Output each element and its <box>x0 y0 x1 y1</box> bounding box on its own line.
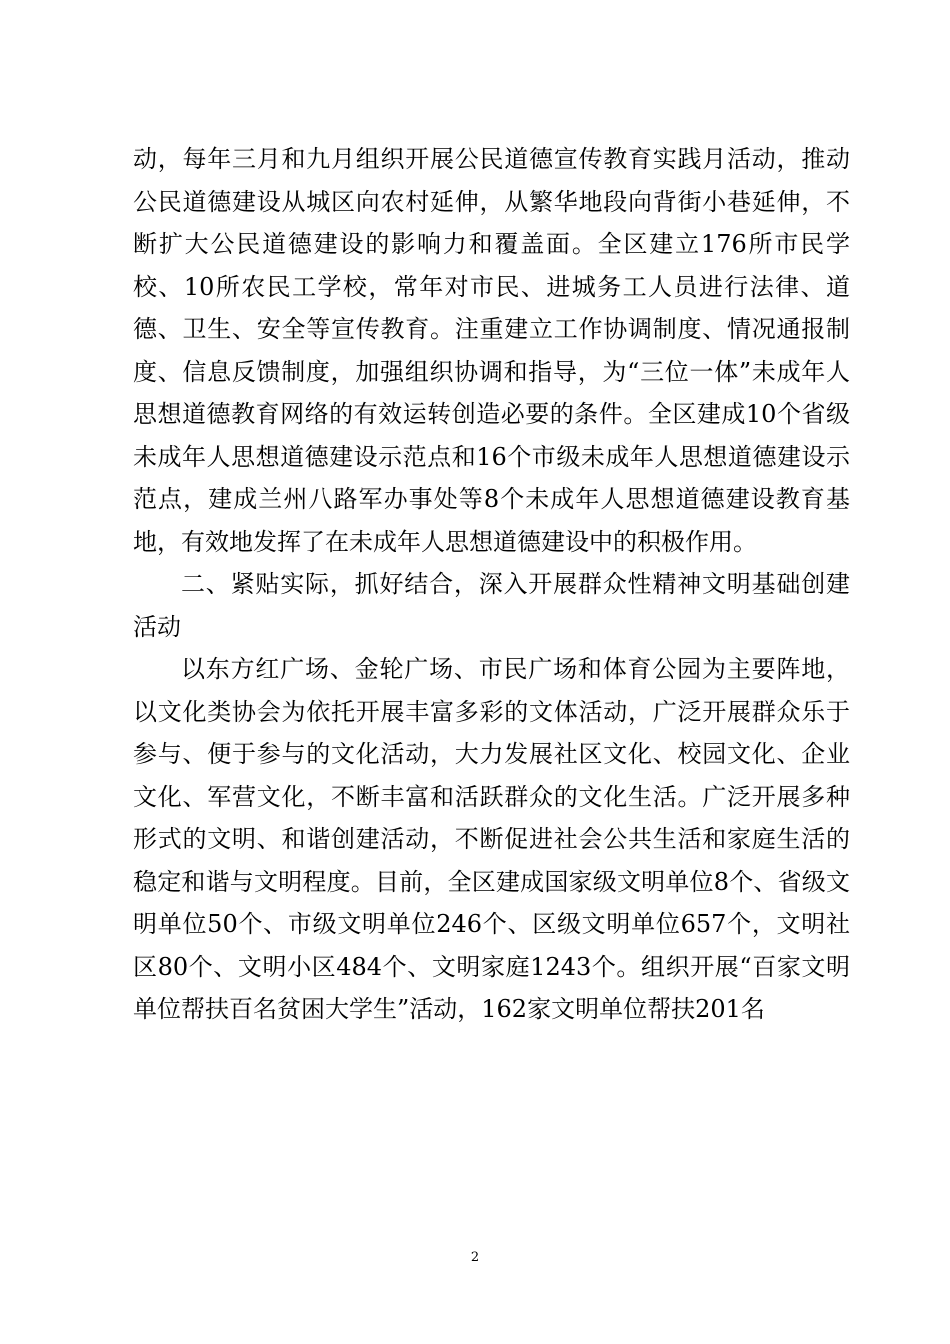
paragraph-continuation: 动，每年三月和九月组织开展公民道德宣传教育实践月活动，推动公民道德建设从城区向农村延伸，从繁华地段向背街小巷延伸，不断扩大公民道德建设的影响力和覆盖面。全区建立176所市民学校、10所农民工学校，常年对市民、进城务工人员进行法律、道德、卫生、安全等宣传教育。注重建立工作协调制度、情况通报制度、信息反馈制度，加强组织协调和指导，为“三位一体”未成年人思想道德教育网络的有效运转创造必要的条件。全区建成10个省级未成年人思想道德建设示范点和16个市级未成年人思想道德建设示范点，建成兰州八路军办事处等8个未成年人思想道德建设教育基地，有效地发挥了在未成年人思想道德建设中的积极作用。 <box>133 145 850 556</box>
body-text <box>133 138 850 1031</box>
page-number: 2 <box>470 1250 480 1265</box>
section-heading: 二、紧贴实际，抓好结合，深入开展群众性精神文明基础创建活动 <box>133 570 850 641</box>
paragraph-body: 以东方红广场、金轮广场、市民广场和体育公园为主要阵地，以文化类协会为依托开展丰富多彩的文体活动，广泛开展群众乐于参与、便于参与的文化活动，大力发展社区文化、校园文化、企业文化、军营文化，不断丰富和活跃群众的文化生活。广泛开展多种形式的文明、和谐创建活动，不断促进社会公共生活和家庭生活的稳定和谐与文明程度。目前，全区建成国家级文明单位8个、省级文明单位50个、市级文明单位246个、区级文明单位657个，文明社区80个、文明小区484个、文明家庭1243个。组织开展“百家文明单位帮扶百名贫困大学生”活动，162家文明单位帮扶201名 <box>133 655 850 1023</box>
